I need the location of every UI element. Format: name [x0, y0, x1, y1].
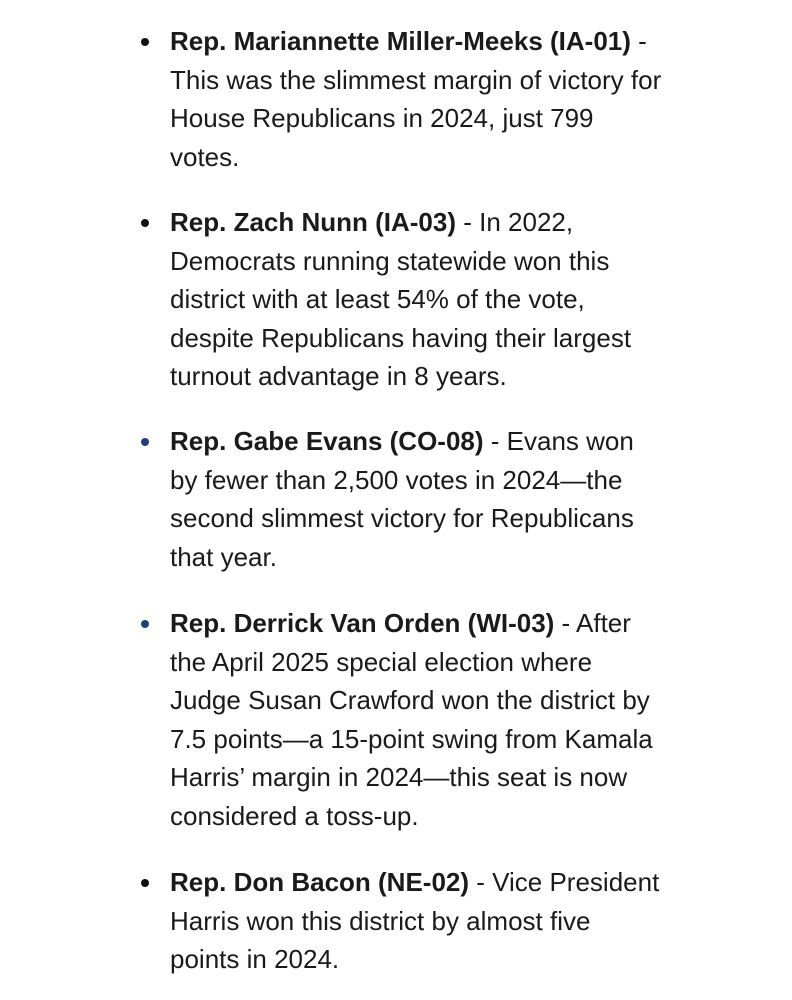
- description-line: votes.: [170, 141, 240, 172]
- representative-name: Rep. Derrick Van Orden (WI-03): [170, 608, 555, 638]
- bullet-icon: [141, 879, 149, 887]
- representative-name: Rep. Gabe Evans (CO-08): [170, 426, 484, 456]
- description-line: -: [630, 26, 647, 56]
- description-line: by fewer than 2,500 votes in 2024—the: [170, 464, 623, 495]
- description-line: Democrats running statewide won this: [170, 245, 610, 276]
- first-line: [170, 422, 730, 461]
- representative-name: Rep. Mariannette Miller-Meeks (IA-01): [170, 26, 631, 56]
- description-line: - After: [554, 608, 631, 638]
- list-item: [170, 422, 730, 576]
- description-line: - Evans won: [483, 426, 634, 456]
- description-line: 7.5 points—a 15-point swing from Kamala: [170, 723, 653, 754]
- description-line: Harris’ margin in 2024—this seat is now: [170, 762, 628, 792]
- representative-name: Rep. Don Bacon (NE-02): [170, 867, 470, 897]
- first-line: [170, 22, 730, 61]
- representative-name: Rep. Zach Nunn (IA-03): [170, 207, 457, 237]
- description-line: points in 2024.: [170, 944, 340, 974]
- bullet-icon: [141, 219, 149, 227]
- description-line: despite Republicans having their largest: [170, 322, 632, 353]
- bullet-icon: [141, 620, 149, 628]
- description-line: turnout advantage in 8 years.: [170, 361, 507, 391]
- description-line: House Republicans in 2024, just 799: [170, 103, 594, 133]
- description-line: second slimmest victory for Republicans: [170, 503, 634, 533]
- description-line: district with at least 54% of the vote,: [170, 284, 585, 314]
- list-item: [170, 22, 730, 176]
- description-line: the April 2025 special election where: [170, 646, 593, 677]
- description-line: - Vice President: [469, 867, 660, 897]
- list-item: [170, 604, 730, 835]
- first-line: [170, 863, 730, 902]
- bullet-icon: [141, 438, 149, 446]
- description-line: that year.: [170, 541, 277, 572]
- description-line: Judge Susan Crawford won the district by: [170, 685, 650, 715]
- list-item: [170, 203, 730, 396]
- description-line: - In 2022,: [456, 207, 574, 237]
- bullet-icon: [141, 38, 149, 46]
- first-line: [170, 604, 730, 643]
- list-item: [170, 863, 730, 979]
- first-line: [170, 203, 730, 242]
- description-line: considered a toss-up.: [170, 800, 419, 831]
- description-line: Harris won this district by almost five: [170, 905, 591, 936]
- description-line: This was the slimmest margin of victory for: [170, 64, 662, 95]
